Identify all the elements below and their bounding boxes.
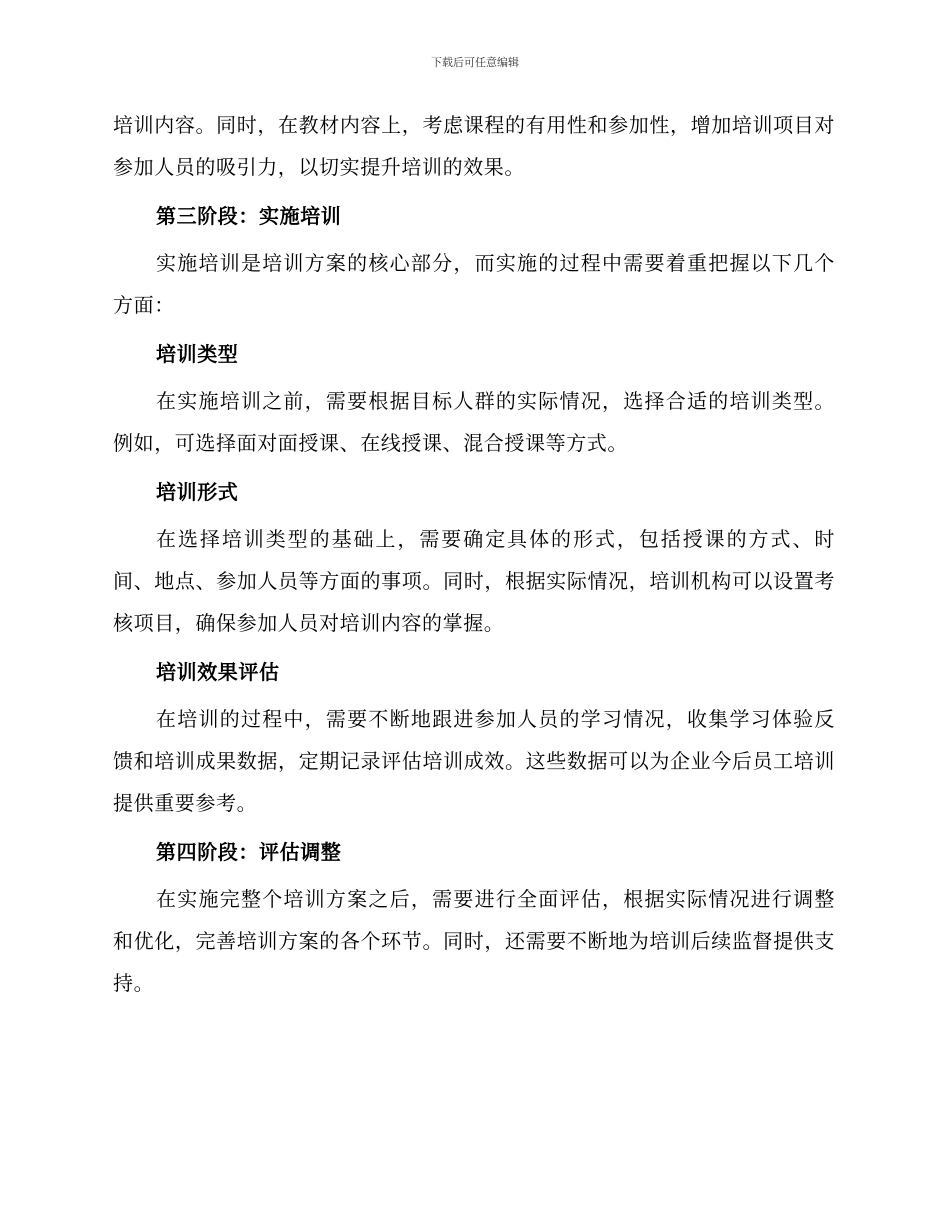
subheading-effect-evaluation: 培训效果评估 [156, 660, 280, 684]
paragraph-stage-4: 在实施完整个培训方案之后，需要进行全面评估，根据实际情况进行调整和优化，完善培训方案的各个环节。同时，还需要不断地为培训后续监督提供支持。 [113, 887, 835, 995]
subheading-training-type: 培训类型 [156, 342, 239, 366]
page-header: 下载后可任意编辑 [431, 56, 519, 69]
paragraph-continued: 培训内容。同时，在教材内容上，考虑课程的有用性和参加性，增加培训项目对参加人员的吸引力，以切实提升培训的效果。 [113, 113, 835, 179]
paragraph-training-type: 在实施培训之前，需要根据目标人群的实际情况，选择合适的培训类型。例如，可选择面对面授课、在线授课、混合授课等方式。 [113, 389, 835, 455]
subheading-training-format: 培训形式 [156, 480, 239, 504]
section-heading-stage-3: 第三阶段：实施培训 [156, 204, 342, 228]
document-body [113, 104, 835, 1004]
paragraph-stage-3-intro: 实施培训是培训方案的核心部分，而实施的过程中需要着重把握以下几个方面： [113, 251, 835, 317]
paragraph-training-format: 在选择培训类型的基础上，需要确定具体的形式，包括授课的方式、时间、地点、参加人员等方面的事项。同时，根据实际情况，培训机构可以设置考核项目，确保参加人员对培训内容的掌握。 [113, 527, 835, 635]
section-heading-stage-4: 第四阶段：评估调整 [156, 840, 342, 864]
paragraph-effect-evaluation: 在培训的过程中，需要不断地跟进参加人员的学习情况，收集学习体验反馈和培训成果数据，定期记录评估培训成效。这些数据可以为企业今后员工培训提供重要参考。 [113, 707, 835, 815]
